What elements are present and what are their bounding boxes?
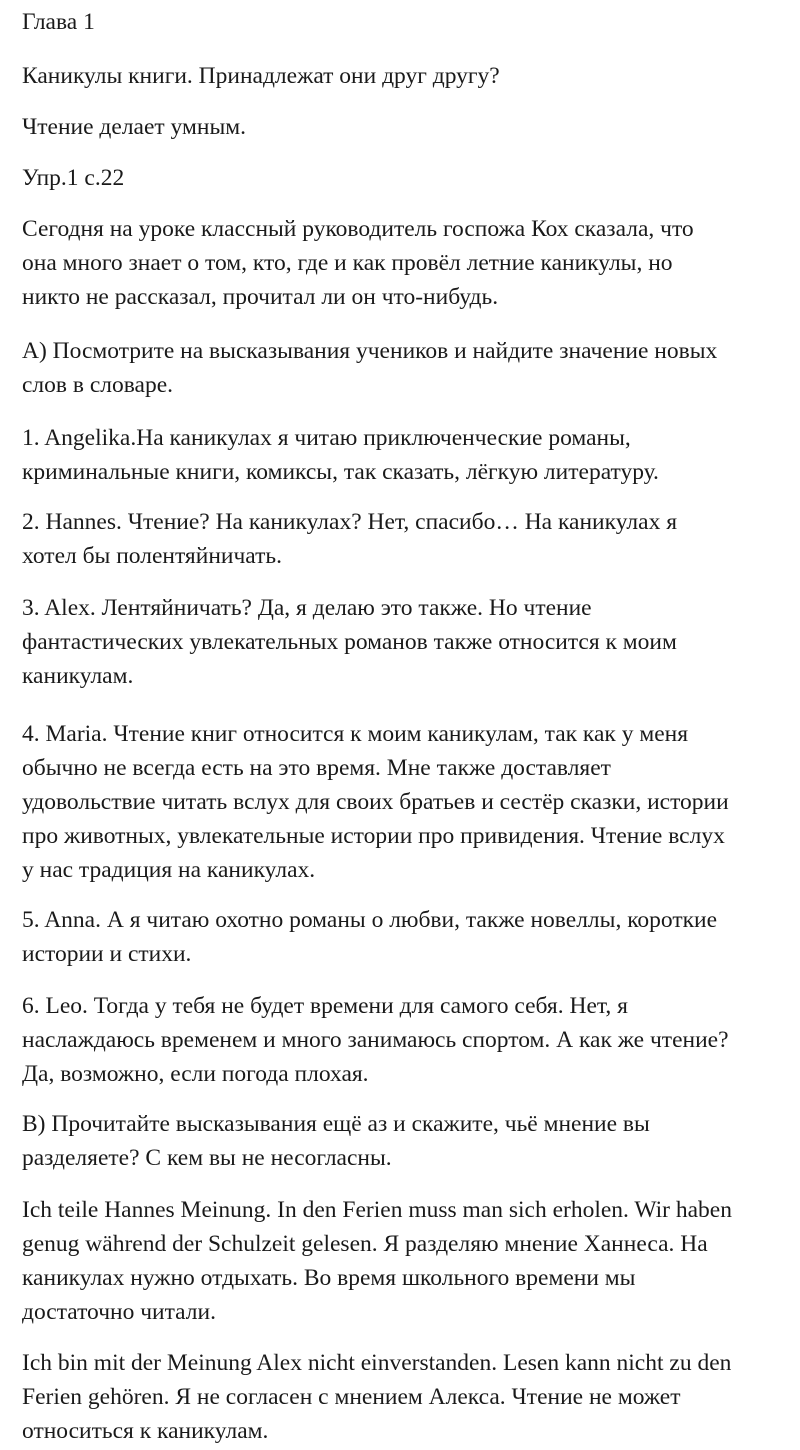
statement-line: фантастических увлекательных романов также относится к моим	[22, 629, 677, 655]
answer-line: genug während der Schulzeit gelesen. Я разделяю мнение Ханнеса. На	[22, 1231, 708, 1257]
statement-line: обычно не всегда есть на это время. Мне также доставляет	[22, 755, 611, 781]
statement-line: Да, возможно, если погода плохая.	[22, 1061, 369, 1087]
chapter-heading: Глава 1	[22, 9, 95, 35]
statement-line: криминальные книги, комиксы, так сказать, лёгкую литературу.	[22, 459, 659, 485]
statement-line: 6. Leo. Тогда у тебя не будет времени для самого себя. Нет, я	[22, 993, 628, 1019]
statement-line: каникулам.	[22, 663, 134, 689]
task-b-line: В) Прочитайте высказывания ещё аз и скажите, чьё мнение вы	[22, 1111, 650, 1137]
statement-line: 3. Alex. Лентяйничать? Да, я делаю это также. Но чтение	[22, 595, 592, 621]
task-b-line: разделяете? С кем вы не несогласны.	[22, 1145, 392, 1171]
statement-line: про животных, увлекательные истории про привидения. Чтение вслух	[22, 823, 725, 849]
answer-line: относиться к каникулам.	[22, 1418, 269, 1444]
statement-line: хотел бы полентяйничать.	[22, 543, 282, 569]
task-a-line: А) Посмотрите на высказывания учеников и найдите значение новых	[22, 338, 718, 364]
statement-line: у нас традиция на каникулах.	[22, 857, 316, 883]
task-a-line: слов в словаре.	[22, 372, 174, 398]
statement-line: 4. Maria. Чтение книг относится к моим каникулам, так как у меня	[22, 721, 689, 747]
answer-line: Ferien gehören. Я не согласен с мнением Алекса. Чтение не может	[22, 1384, 681, 1410]
answer-line: каникулах нужно отдыхать. Во время школьного времени мы	[22, 1265, 636, 1291]
intro-line: она много знает о том, кто, где и как провёл летние каникулы, но	[22, 250, 673, 276]
statement-line: 2. Hannes. Чтение? На каникулах? Нет, спасибо… На каникулах я	[22, 509, 678, 535]
statement-line: истории и стихи.	[22, 941, 192, 967]
intro-line: Сегодня на уроке классный руководитель госпожа Кох сказала, что	[22, 216, 694, 242]
intro-line: никто не рассказал, прочитал ли он что-нибудь.	[22, 284, 499, 310]
exercise-reference: Упр.1 с.22	[22, 165, 125, 191]
statement-line: 5. Anna. А я читаю охотно романы о любви, также новеллы, короткие	[22, 907, 718, 933]
statement-line: наслаждаюсь временем и много занимаюсь спортом. А как же чтение?	[22, 1027, 729, 1053]
statement-line: удовольствие читать вслух для своих братьев и сестёр сказки, истории	[22, 789, 729, 815]
statement-line: 1. Angelika.На каникулах я читаю приключенческие романы,	[22, 425, 631, 451]
document-title: Каникулы книги. Принадлежат они друг другу?	[22, 63, 500, 89]
document-subtitle: Чтение делает умным.	[22, 114, 246, 140]
answer-line: Ich teile Hannes Meinung. In den Ferien muss man sich erholen. Wir haben	[22, 1197, 732, 1223]
answer-line: Ich bin mit der Meinung Alex nicht einverstanden. Lesen kann nicht zu den	[22, 1350, 732, 1376]
answer-line: достаточно читали.	[22, 1299, 216, 1325]
